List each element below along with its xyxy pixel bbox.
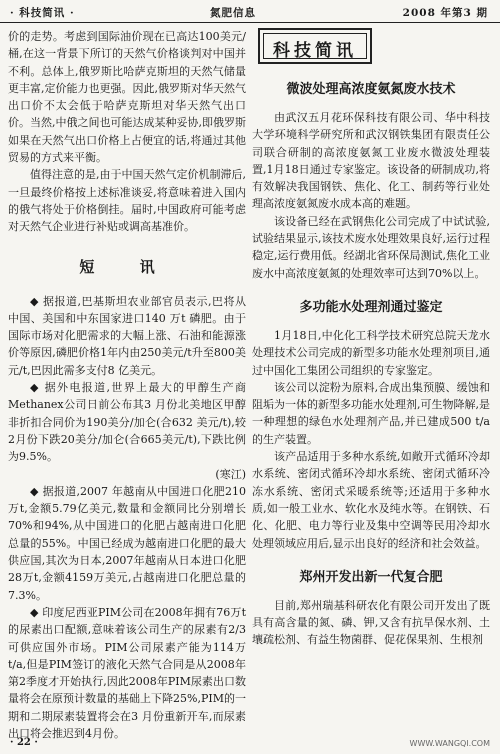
paragraph: 该公司以淀粉为原料,合成出集预膜、缓蚀和阻垢为一体的新型多功能水处理剂,可生物降解,是一种理想的绿色水处理剂产品,并已建成500 t/a的生产装置。 bbox=[252, 380, 490, 446]
column-banner: 科技简讯 bbox=[258, 28, 372, 64]
news-item: ◆ 据报道,巴基斯坦农业部官员表示,巴将从中国、美国和中东国家进口140 万t 磷肥。由于国际市场对化肥需求的大幅上涨、石油和能源涨价等原因,磷肥价格1年内由250美元/t升至800美元/t,巴因此需多支付8 亿美元。 bbox=[8, 294, 246, 377]
news-source: (寒江) bbox=[215, 467, 246, 481]
watermark: WWW.WANGQI.COM bbox=[409, 739, 490, 748]
paragraph: 1月18日,中化化工科学技术研究总院天龙水处理技术公司完成的新型多功能水处理剂项目,通过中国化工集团公司组织的专家鉴定。 bbox=[252, 328, 490, 377]
paragraph: 该设备已经在武钢焦化公司完成了中试试验,试验结果显示,该技术废水处理效果良好,运行过程稳定,运行费用低。经湖北省环保局测试,焦化工业废水中高浓度氨氮的处理效率可达到70%以上。 bbox=[252, 214, 490, 280]
section-title: 短 讯 bbox=[79, 257, 175, 276]
paragraph: 值得注意的是,由于中国天然气定价机制滞后,一旦最终价格按上述标准谈妥,将意味着进入国内的俄气将处于价格倒挂。届时,中国政府可能考虑对天然气企业进行补贴或调高基准价。 bbox=[8, 168, 246, 234]
news-item: ◆ 据外电报道,世界上最大的甲醇生产商Methanex公司日前公布其3 月份北美地区甲醇非折扣合同价为190美分/加仑(合632 美元/t),较2月份下跌20美分/加仑(合665美元/t),下跌比例为9.5%。 bbox=[8, 381, 246, 464]
page-header bbox=[0, 0, 500, 23]
left-column bbox=[8, 28, 246, 742]
right-column bbox=[252, 28, 490, 649]
paragraph: 该产品适用于多种水系统,如敞开式循环冷却水系统、密闭式循环冷却水系统、密闭式循环冷冻水系统、密闭式采暖系统等;还适用于多种水质,如一般工业水、软化水及纯水等。在钢铁、石化、化肥、电力等行业及集中空调等民用冷却水处理领域应用后,显示出良好的经济和社会效益。 bbox=[252, 450, 490, 550]
article-title: 郑州开发出新一代复合肥 bbox=[299, 569, 443, 585]
news-item: ◆ 印度尼西亚PIM公司在2008年拥有76万t的尿素出口配额,意味着该公司生产的尿素有2/3可供应国外市场。PIM公司尿素产能为114万t/a,但是PIM签订的液化天然气合同是从2008年第2季度才开始执行,因此2008年PIM尿素出口数量将会在原预计数量的基础上下降25%,PIM的一期和二期尿素装置将会在3 月份重新开车,而尿素出口将会推迟到4月份。 bbox=[8, 605, 246, 740]
page-number: · 22 · bbox=[10, 737, 38, 748]
article-title: 微波处理高浓度氨氮废水技术 bbox=[286, 82, 456, 97]
header-issue: 2008 年第3 期 bbox=[402, 7, 488, 19]
header-section: · 科技简讯 · bbox=[10, 7, 75, 19]
article-title: 多功能水处理剂通过鉴定 bbox=[299, 299, 443, 315]
header-journal: 氮肥信息 bbox=[210, 7, 256, 19]
news-item: ◆ 据报道,2007 年越南从中国进口化肥210万t,金额5.79亿美元,数量和金额同比分别增长70%和94%,从中国进口的化肥占越南进口化肥总量的55%。中国已经成为越南进口化肥的最大供应国,其次为日本,2007年越南从日本进口化肥28万t,金额4159万美元,占越南进口化肥总量的7.3%。 bbox=[8, 484, 246, 602]
paragraph: 目前,郑州瑞基科研农化有限公司开发出了既具有高含量的氮、磷、钾,又含有抗旱保水剂、土壤疏松剂、有益生物菌群、促花保果剂、生根剂 bbox=[252, 598, 490, 647]
paragraph: 价的走势。考虑到国际油价现在已高达100美元/桶,在这一背景下所订的天然气价格谈判对中国并不利。总体上,俄罗斯比哈萨克斯坦的天然气储量更丰富,定价能力也更强。因此,俄罗斯对华天然气出口价不太会低于哈萨克斯坦对华天然气出口价。当然,中俄之间也可能达成某种妥协,即俄罗斯如果在天然气出口价格上占便宜的话,将通过其他贸易的方式来平衡。 bbox=[8, 30, 246, 165]
paragraph: 由武汉五月花环保科技有限公司、华中科技大学环境科学研究所和武汉钢铁集团有限责任公司联合研制的高浓度氨氮工业废水微波处理装置,1月18日通过专家鉴定。该设备的研制成功,将有效解决我国钢铁、焦化、化工、制药等行业处理高浓度氨氮废水成本高的难题。 bbox=[252, 111, 490, 211]
